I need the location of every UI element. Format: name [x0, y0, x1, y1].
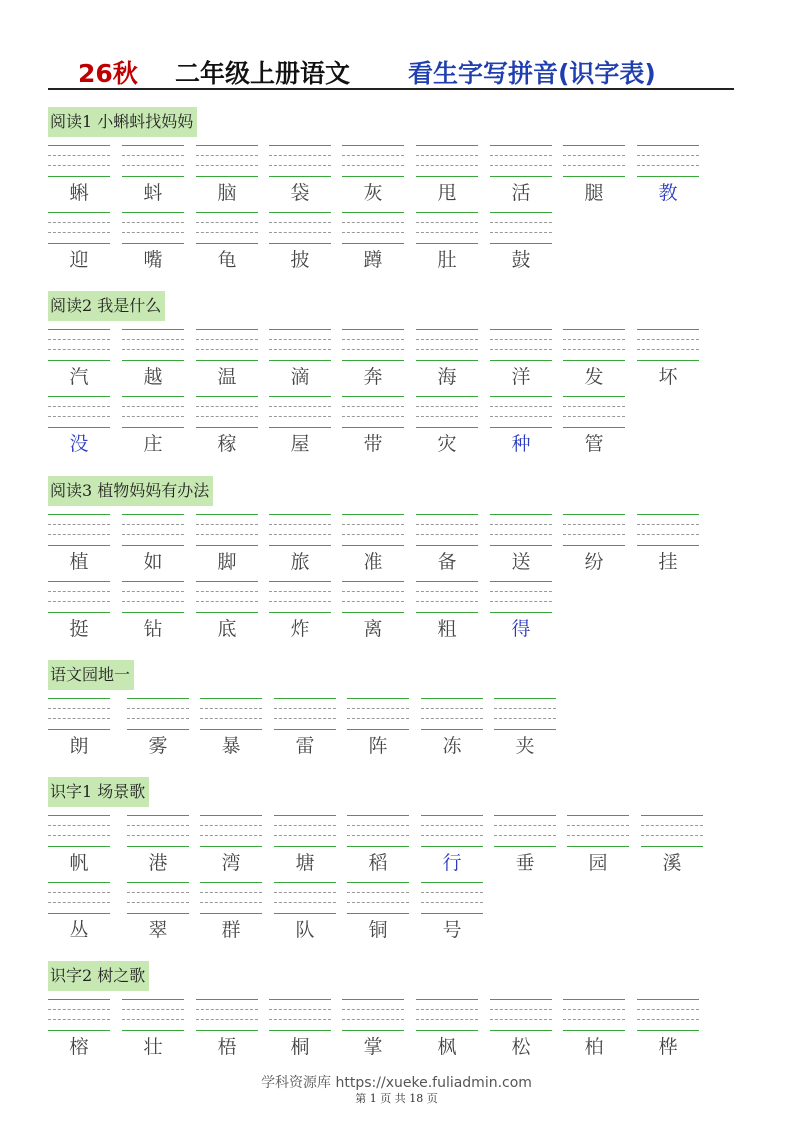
pinyin-writing-lines[interactable]	[342, 396, 404, 430]
pinyin-writing-lines[interactable]	[637, 329, 699, 363]
character-cell	[416, 514, 478, 578]
pinyin-writing-lines[interactable]	[269, 514, 331, 548]
section-title: 识字2 树之歌	[48, 961, 149, 991]
pinyin-writing-lines[interactable]	[48, 882, 110, 916]
pinyin-writing-lines[interactable]	[416, 212, 478, 246]
pinyin-writing-lines[interactable]	[48, 999, 110, 1033]
character: 稼	[217, 433, 237, 455]
character-cell	[127, 698, 189, 762]
character: 灰	[363, 182, 383, 204]
character: 得	[511, 618, 531, 640]
character-cell	[196, 999, 258, 1063]
character: 港	[148, 852, 168, 874]
character-cell	[196, 581, 258, 645]
character-cell	[637, 145, 699, 209]
character-cell	[196, 396, 258, 460]
character: 塘	[295, 852, 315, 874]
pinyin-writing-lines[interactable]	[269, 396, 331, 430]
pinyin-writing-lines[interactable]	[127, 698, 189, 732]
character-cell	[347, 815, 409, 879]
character: 滴	[290, 366, 310, 388]
character: 群	[221, 919, 241, 941]
character-cell	[269, 581, 331, 645]
pinyin-writing-lines[interactable]	[342, 999, 404, 1033]
character-cell	[200, 698, 262, 762]
character-cell	[122, 514, 184, 578]
pinyin-writing-lines[interactable]	[122, 212, 184, 246]
character-cell	[641, 815, 703, 879]
character: 湾	[221, 852, 241, 874]
pinyin-writing-lines[interactable]	[342, 514, 404, 548]
character-cell	[637, 999, 699, 1063]
character-cell	[342, 999, 404, 1063]
character: 嘴	[143, 249, 163, 271]
pinyin-writing-lines[interactable]	[122, 396, 184, 430]
character: 准	[363, 551, 383, 573]
character: 榕	[69, 1036, 89, 1058]
pinyin-writing-lines[interactable]	[48, 145, 110, 179]
pinyin-writing-lines[interactable]	[269, 329, 331, 363]
character-cell	[637, 514, 699, 578]
character: 奔	[363, 366, 383, 388]
character-cell	[494, 698, 556, 762]
character: 植	[69, 551, 89, 573]
pinyin-writing-lines[interactable]	[490, 145, 552, 179]
character-cell	[563, 145, 625, 209]
character-cell	[274, 815, 336, 879]
section-title: 阅读1 小蝌蚪找妈妈	[48, 107, 197, 137]
character-cell	[274, 882, 336, 946]
character-cell	[122, 999, 184, 1063]
character: 底	[217, 618, 237, 640]
character: 炸	[290, 618, 310, 640]
character-cell	[200, 882, 262, 946]
character-cell	[490, 396, 552, 460]
character-cell	[563, 514, 625, 578]
section-title: 识字1 场景歌	[48, 777, 149, 807]
character: 稻	[368, 852, 388, 874]
section	[48, 476, 748, 640]
pinyin-writing-lines[interactable]	[200, 698, 262, 732]
character: 朗	[69, 735, 89, 757]
pinyin-writing-lines[interactable]	[416, 396, 478, 430]
character: 松	[511, 1036, 531, 1058]
character: 桦	[658, 1036, 678, 1058]
section-title: 阅读3 植物妈妈有办法	[48, 476, 213, 506]
character-cell	[342, 514, 404, 578]
character: 壮	[143, 1036, 163, 1058]
character: 甩	[437, 182, 457, 204]
character: 帆	[69, 852, 89, 874]
page-title	[48, 52, 734, 90]
character: 没	[69, 433, 89, 455]
character-cell	[122, 212, 184, 276]
pinyin-writing-lines[interactable]	[490, 581, 552, 615]
pinyin-writing-lines[interactable]	[490, 514, 552, 548]
character: 种	[511, 433, 531, 455]
character: 海	[437, 366, 457, 388]
pinyin-writing-lines[interactable]	[416, 999, 478, 1033]
character: 如	[143, 551, 163, 573]
pinyin-writing-lines[interactable]	[200, 882, 262, 916]
character-cell	[421, 698, 483, 762]
character: 脚	[217, 551, 237, 573]
section	[48, 107, 748, 271]
character: 蝌	[69, 182, 89, 204]
character: 脑	[217, 182, 237, 204]
pinyin-writing-lines[interactable]	[122, 999, 184, 1033]
character-cell	[490, 145, 552, 209]
character: 园	[588, 852, 608, 874]
character-cell	[416, 999, 478, 1063]
character-cell	[347, 698, 409, 762]
character-cell	[269, 999, 331, 1063]
character: 雷	[295, 735, 315, 757]
pinyin-writing-lines[interactable]	[490, 212, 552, 246]
character: 备	[437, 551, 457, 573]
character-cell	[342, 329, 404, 393]
character: 袋	[290, 182, 310, 204]
pinyin-writing-lines[interactable]	[48, 698, 110, 732]
character: 灾	[437, 433, 457, 455]
title-term: 26秋	[78, 59, 138, 88]
character-cell	[416, 145, 478, 209]
pinyin-writing-lines[interactable]	[347, 815, 409, 849]
character: 送	[511, 551, 531, 573]
character-cell	[48, 212, 110, 276]
section	[48, 660, 748, 757]
pinyin-writing-lines[interactable]	[490, 999, 552, 1033]
character-cell	[637, 329, 699, 393]
character: 溪	[662, 852, 682, 874]
character-cell	[342, 212, 404, 276]
pinyin-writing-lines[interactable]	[196, 396, 258, 430]
character-cell	[416, 396, 478, 460]
pinyin-writing-lines[interactable]	[490, 329, 552, 363]
character: 洋	[511, 366, 531, 388]
character: 龟	[217, 249, 237, 271]
section-title: 阅读2 我是什么	[48, 291, 165, 321]
pinyin-writing-lines[interactable]	[48, 396, 110, 430]
character-cell	[196, 145, 258, 209]
character-cell	[269, 212, 331, 276]
pinyin-writing-lines[interactable]	[347, 882, 409, 916]
pinyin-writing-lines[interactable]	[416, 581, 478, 615]
character: 桐	[290, 1036, 310, 1058]
character-cell	[490, 514, 552, 578]
character-cell	[48, 145, 110, 209]
character-cell	[347, 882, 409, 946]
character-cell	[490, 581, 552, 645]
pinyin-writing-lines[interactable]	[563, 514, 625, 548]
character-cell	[416, 329, 478, 393]
pinyin-writing-lines[interactable]	[347, 698, 409, 732]
pinyin-writing-lines[interactable]	[494, 815, 556, 849]
character-cell	[48, 698, 110, 762]
character: 冻	[442, 735, 462, 757]
character-cell	[490, 212, 552, 276]
character: 挺	[69, 618, 89, 640]
character-cell	[563, 396, 625, 460]
character-cell	[200, 815, 262, 879]
character-cell	[567, 815, 629, 879]
footer-source: 学科资源库 https://xueke.fuliadmin.com	[261, 1075, 532, 1091]
pinyin-writing-lines[interactable]	[48, 212, 110, 246]
character-cell	[269, 145, 331, 209]
pinyin-writing-lines[interactable]	[196, 145, 258, 179]
pinyin-writing-lines[interactable]	[48, 514, 110, 548]
pinyin-writing-lines[interactable]	[274, 882, 336, 916]
character-cell	[196, 514, 258, 578]
section	[48, 961, 748, 1058]
character-cell	[416, 212, 478, 276]
character: 腿	[584, 182, 604, 204]
pinyin-writing-lines[interactable]	[269, 212, 331, 246]
section	[48, 291, 748, 455]
pinyin-writing-lines[interactable]	[342, 145, 404, 179]
pinyin-writing-lines[interactable]	[563, 999, 625, 1033]
character: 翠	[148, 919, 168, 941]
character-cell	[494, 815, 556, 879]
pinyin-writing-lines[interactable]	[196, 212, 258, 246]
character: 发	[584, 366, 604, 388]
character-cell	[342, 581, 404, 645]
character-cell	[563, 329, 625, 393]
pinyin-writing-lines[interactable]	[563, 329, 625, 363]
pinyin-writing-lines[interactable]	[494, 698, 556, 732]
character: 挂	[658, 551, 678, 573]
pinyin-writing-lines[interactable]	[269, 145, 331, 179]
character-cell	[196, 329, 258, 393]
character-cell	[48, 396, 110, 460]
title-grade: 二年级上册语文	[175, 59, 351, 88]
character-cell	[269, 514, 331, 578]
character: 阵	[368, 735, 388, 757]
pinyin-writing-lines[interactable]	[416, 329, 478, 363]
character: 行	[442, 852, 462, 874]
character-cell	[122, 581, 184, 645]
character-cell	[269, 329, 331, 393]
pinyin-writing-lines[interactable]	[342, 212, 404, 246]
pinyin-writing-lines[interactable]	[563, 396, 625, 430]
character-cell	[421, 882, 483, 946]
section-title: 语文园地一	[48, 660, 134, 690]
character: 雾	[148, 735, 168, 757]
character-cell	[48, 882, 110, 946]
footer-page-number: 第 1 页 共 18 页	[355, 1092, 438, 1105]
character: 梧	[217, 1036, 237, 1058]
pinyin-writing-lines[interactable]	[196, 581, 258, 615]
character-cell	[563, 999, 625, 1063]
character: 越	[143, 366, 163, 388]
pinyin-writing-lines[interactable]	[342, 581, 404, 615]
section	[48, 777, 748, 941]
pinyin-writing-lines[interactable]	[122, 514, 184, 548]
character: 蹲	[363, 249, 383, 271]
character-cell	[122, 329, 184, 393]
character: 汽	[69, 366, 89, 388]
character: 温	[217, 366, 237, 388]
pinyin-writing-lines[interactable]	[567, 815, 629, 849]
character-cell	[48, 581, 110, 645]
character: 旅	[290, 551, 310, 573]
character: 钻	[143, 618, 163, 640]
character-cell	[490, 999, 552, 1063]
pinyin-writing-lines[interactable]	[421, 882, 483, 916]
character: 夹	[515, 735, 535, 757]
character-cell	[127, 882, 189, 946]
character-cell	[127, 815, 189, 879]
character-cell	[122, 396, 184, 460]
character: 披	[290, 249, 310, 271]
pinyin-writing-lines[interactable]	[269, 999, 331, 1033]
character: 粗	[437, 618, 457, 640]
pinyin-writing-lines[interactable]	[274, 815, 336, 849]
character: 枫	[437, 1036, 457, 1058]
pinyin-writing-lines[interactable]	[274, 698, 336, 732]
character: 暴	[221, 735, 241, 757]
character: 屋	[290, 433, 310, 455]
character-cell	[48, 329, 110, 393]
pinyin-writing-lines[interactable]	[563, 145, 625, 179]
character-cell	[48, 999, 110, 1063]
character: 纷	[584, 551, 604, 573]
character: 垂	[515, 852, 535, 874]
pinyin-writing-lines[interactable]	[48, 581, 110, 615]
character-cell	[48, 815, 110, 879]
character: 号	[442, 919, 462, 941]
character-cell	[196, 212, 258, 276]
character: 活	[511, 182, 531, 204]
character: 离	[363, 618, 383, 640]
character: 迎	[69, 249, 89, 271]
character-cell	[342, 396, 404, 460]
character: 丛	[69, 919, 89, 941]
pinyin-writing-lines[interactable]	[342, 329, 404, 363]
pinyin-writing-lines[interactable]	[122, 329, 184, 363]
character-cell	[416, 581, 478, 645]
pinyin-writing-lines[interactable]	[196, 514, 258, 548]
pinyin-writing-lines[interactable]	[416, 145, 478, 179]
pinyin-writing-lines[interactable]	[490, 396, 552, 430]
character: 铜	[368, 919, 388, 941]
character-cell	[274, 698, 336, 762]
character-cell	[421, 815, 483, 879]
character-cell	[48, 514, 110, 578]
character: 教	[658, 182, 678, 204]
pinyin-writing-lines[interactable]	[421, 815, 483, 849]
character: 柏	[584, 1036, 604, 1058]
character-cell	[490, 329, 552, 393]
character: 坏	[658, 366, 678, 388]
pinyin-writing-lines[interactable]	[196, 999, 258, 1033]
pinyin-writing-lines[interactable]	[122, 145, 184, 179]
pinyin-writing-lines[interactable]	[48, 329, 110, 363]
pinyin-writing-lines[interactable]	[637, 514, 699, 548]
pinyin-writing-lines[interactable]	[269, 581, 331, 615]
title-subtitle: 看生字写拼音(识字表)	[408, 59, 656, 88]
pinyin-writing-lines[interactable]	[416, 514, 478, 548]
character: 肚	[437, 249, 457, 271]
character-cell	[269, 396, 331, 460]
pinyin-writing-lines[interactable]	[641, 815, 703, 849]
character: 鼓	[511, 249, 531, 271]
pinyin-writing-lines[interactable]	[122, 581, 184, 615]
pinyin-writing-lines[interactable]	[637, 145, 699, 179]
character: 蚪	[143, 182, 163, 204]
character: 庄	[143, 433, 163, 455]
character-cell	[122, 145, 184, 209]
character: 掌	[363, 1036, 383, 1058]
pinyin-writing-lines[interactable]	[127, 882, 189, 916]
pinyin-writing-lines[interactable]	[421, 698, 483, 732]
pinyin-writing-lines[interactable]	[48, 815, 110, 849]
character: 带	[363, 433, 383, 455]
pinyin-writing-lines[interactable]	[127, 815, 189, 849]
pinyin-writing-lines[interactable]	[637, 999, 699, 1033]
pinyin-writing-lines[interactable]	[200, 815, 262, 849]
character: 管	[584, 433, 604, 455]
pinyin-writing-lines[interactable]	[196, 329, 258, 363]
character: 队	[295, 919, 315, 941]
character-cell	[342, 145, 404, 209]
